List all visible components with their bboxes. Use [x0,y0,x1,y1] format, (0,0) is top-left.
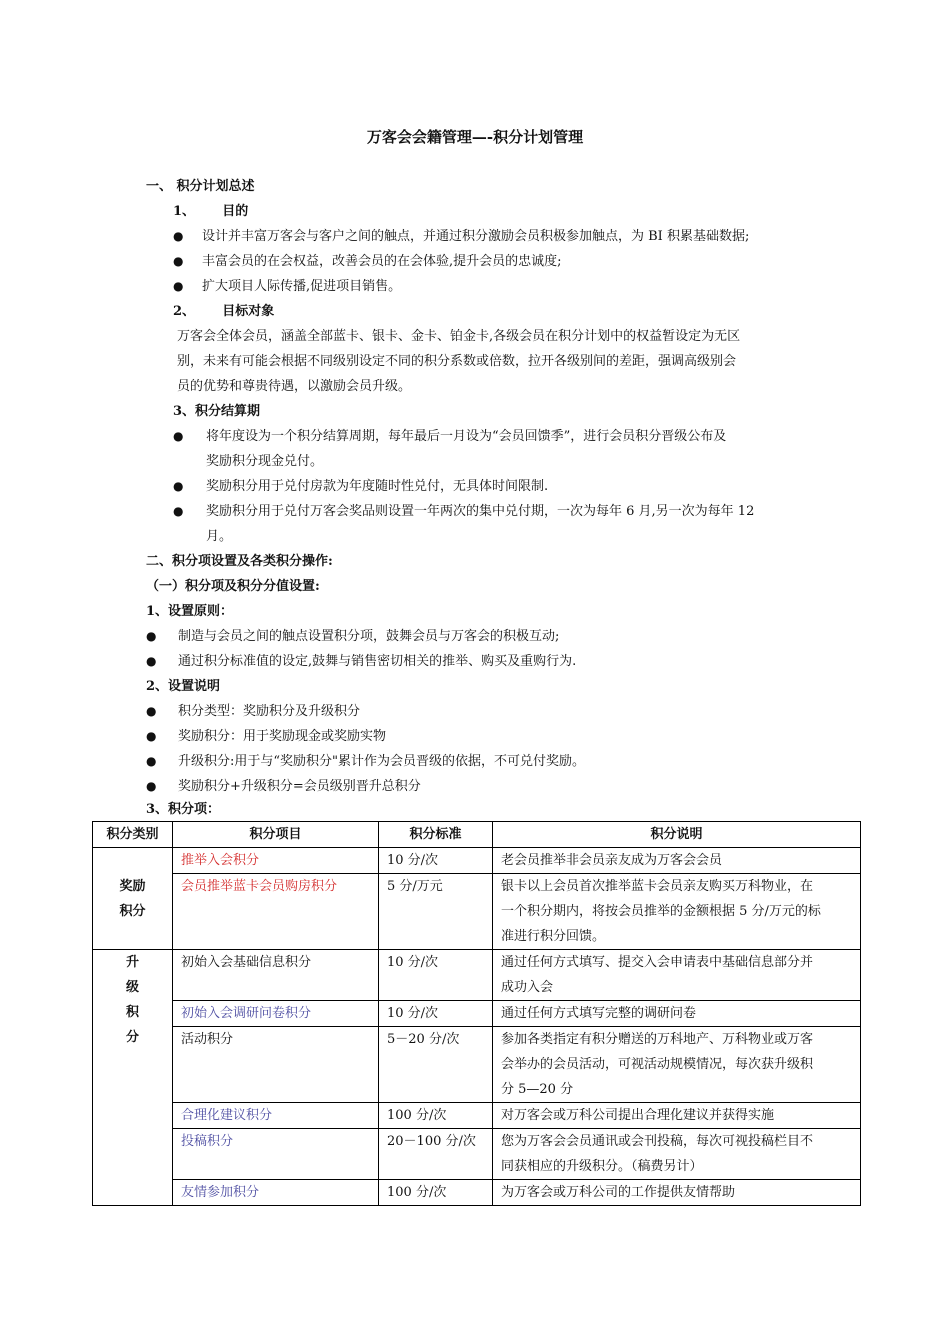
standard-cell: 5 分/万元 [379,874,493,950]
bullet-icon: ● [146,779,157,793]
description-cell [493,848,861,874]
item-cell: 推举入会积分 [173,848,379,874]
desc-bullet: 奖励积分：用于奖励现金或奖励实物 [178,729,387,744]
purpose-bullet: 丰富会员的在会权益，改善会员的在会体验,提升会员的忠诚度; [202,254,562,269]
category-text: 积分 [119,904,146,919]
bullet-icon: ● [173,254,184,268]
desc-bullet: 积分类型：奖励积分及升级积分 [178,704,361,719]
item-cell: 活动积分 [173,1027,379,1103]
category-text: 级 [125,980,139,995]
description-cell [493,1103,861,1129]
target-heading: 2、 目标对象 [173,304,275,319]
table-header-row [93,822,861,848]
desc-line: 成功入会 [501,980,554,995]
items-heading: 3、积分项： [146,802,221,817]
table-row [93,848,861,874]
section1-heading: 一、 积分计划总述 [146,179,255,194]
bullet-icon: ● [173,229,184,243]
desc-line: 会举办的会员活动，可视活动规模情况，每次获升级积 [501,1057,814,1072]
principle-heading: 1、设置原则： [146,604,234,619]
table-row [93,1103,861,1129]
header-description: 积分说明 [493,822,861,848]
target-line: 员的优势和尊贵待遇，以激励会员升级。 [177,379,412,394]
desc-line: 通过任何方式填写完整的调研问卷 [501,1006,697,1021]
item-cell: 合理化建议积分 [173,1103,379,1129]
description-cell [493,1001,861,1027]
item-cell: 投稿积分 [173,1129,379,1180]
category-text: 积 [125,1005,139,1020]
standard-cell: 20－100 分/次 [379,1129,493,1180]
table-row [93,874,861,950]
item-cell: 会员推举蓝卡会员购房积分 [173,874,379,950]
bullet-icon: ● [173,504,184,518]
item-cell: 友情参加积分 [173,1180,379,1206]
target-line: 别，未来有可能会根据不同级别设定不同的积分系数或倍数，拉开各级别间的差距，强调高级别会 [177,354,737,369]
principle-bullet: 制造与会员之间的触点设置积分项，鼓舞会员与万客会的积极互动; [178,629,560,644]
standard-cell: 10 分/次 [379,848,493,874]
period-bullet-line: 奖励积分用于兑付万客会奖品则设置一年两次的集中兑付期，一次为每年 6 月,另一次为每年 12 [206,504,755,519]
bullet-icon: ● [173,479,184,493]
description-cell [493,874,861,950]
target-paragraph [177,324,817,399]
desc-line: 参加各类指定有积分赠送的万科地产、万科物业或万客 [501,1032,814,1047]
bullet-icon: ● [146,704,157,718]
desc-heading: 2、设置说明 [146,679,221,694]
desc-line: 为万客会或万科公司的工作提供友情帮助 [501,1185,736,1200]
standard-cell: 10 分/次 [379,950,493,1001]
bullet-icon: ● [146,629,157,643]
principle-bullet: 通过积分标准值的设定,鼓舞与销售密切相关的推举、购买及重购行为. [178,654,577,669]
desc-line: 对万客会或万科公司提出合理化建议并获得实施 [501,1108,775,1123]
period-bullet-line: 奖励积分用于兑付房款为年度随时性兑付，无具体时间限制. [206,479,549,494]
bullet-icon: ● [146,729,157,743]
description-cell [493,1027,861,1103]
desc-line: 一个积分期内，将按会员推举的金额根据 5 分/万元的标 [501,904,821,919]
table-row [93,950,861,1001]
header-item: 积分项目 [173,822,379,848]
category-text: 奖励 [119,879,146,894]
purpose-bullet: 设计并丰富万客会与客户之间的触点，并通过积分激励会员积极参加触点，为 BI 积累基础数据; [202,229,750,244]
category-text: 升 [125,955,139,970]
desc-line: 通过任何方式填写、提交入会申请表中基础信息部分并 [501,955,814,970]
period-heading: 3、积分结算期 [173,404,261,419]
description-cell [493,950,861,1001]
desc-line: 您为万客会会员通讯或会刊投稿，每次可视投稿栏目不 [501,1134,814,1149]
table-row [93,1001,861,1027]
category-reward [93,848,173,950]
description-cell [493,1129,861,1180]
desc-line: 老会员推举非会员亲友成为万客会会员 [501,853,723,868]
bullet-icon: ● [173,429,184,443]
purpose-bullet: 扩大项目人际传播,促进项目销售。 [202,279,402,294]
header-standard: 积分标准 [379,822,493,848]
bullet-icon: ● [146,654,157,668]
category-text: 分 [125,1030,139,1045]
description-cell [493,1180,861,1206]
table-row [93,1129,861,1180]
header-category: 积分类别 [93,822,173,848]
standard-cell: 10 分/次 [379,1001,493,1027]
document-title: 万客会会籍管理—-积分计划管理 [366,128,584,146]
desc-line: 准进行积分回馈。 [501,929,606,944]
period-bullet-line: 将年度设为一个积分结算周期，每年最后一月设为“会员回馈季”，进行会员积分晋级公布及 [206,429,727,444]
period-bullet-line: 奖励积分现金兑付。 [206,454,324,469]
section2-subheading: （一）积分项及积分分值设置: [146,579,320,594]
desc-line: 分 5—20 分 [501,1082,574,1097]
table-row [93,1027,861,1103]
desc-bullet: 奖励积分+升级积分=会员级别晋升总积分 [178,779,421,794]
category-upgrade [93,950,173,1206]
desc-bullet: 升级积分:用于与“奖励积分"累计作为会员晋级的依据，不可兑付奖励。 [178,754,586,769]
category-reward-label [101,848,164,924]
section2-heading: 二、积分项设置及各类积分操作: [146,554,333,569]
standard-cell: 5－20 分/次 [379,1027,493,1103]
purpose-heading: 1、 目的 [173,204,249,219]
item-cell: 初始入会基础信息积分 [173,950,379,1001]
bullet-icon: ● [173,279,184,293]
standard-cell: 100 分/次 [379,1103,493,1129]
standard-cell: 100 分/次 [379,1180,493,1206]
desc-line: 同获相应的升级积分。（稿费另计） [501,1159,703,1174]
period-bullet-line: 月。 [206,529,233,544]
table-row [93,1180,861,1206]
bullet-icon: ● [146,754,157,768]
item-cell: 初始入会调研问卷积分 [173,1001,379,1027]
points-table [92,821,861,1206]
desc-line: 银卡以上会员首次推举蓝卡会员亲友购买万科物业，在 [501,879,814,894]
target-line: 万客会全体会员，涵盖全部蓝卡、银卡、金卡、铂金卡,各级会员在积分计划中的权益暂设定为无区 [177,329,741,344]
